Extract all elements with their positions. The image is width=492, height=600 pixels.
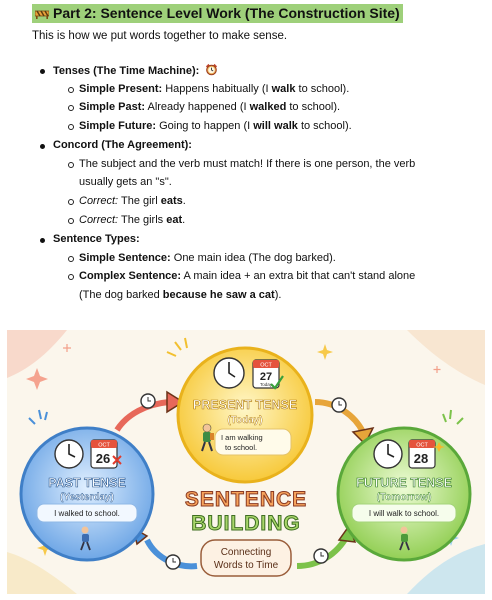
present-clock-icon: [214, 358, 244, 388]
present-tense-circle: [178, 348, 312, 482]
tenses-heading: [53, 63, 218, 78]
future-sentence: I will walk to school.: [368, 509, 440, 518]
complex-sentence-line2: (The dog barked because he saw a cat).: [79, 289, 282, 301]
present-subtitle: (Today): [227, 415, 263, 426]
bullet-ring: [68, 105, 74, 111]
center-tag-line1: Connecting: [220, 547, 272, 558]
future-title: FUTURE TENSE: [356, 476, 452, 490]
past-calendar-icon: [91, 440, 121, 468]
section-heading-text: Part 2: Sentence Level Work (The Construction Site): [53, 5, 400, 21]
bullet-dot: [40, 144, 45, 149]
past-day: 26: [95, 451, 111, 466]
present-month: OCT: [260, 362, 272, 369]
center-word-sentence: SENTENCE: [184, 488, 308, 511]
past-tense-circle: [21, 428, 153, 560]
concord-rule-line1: The subject and the verb must match! If there is one person, the verb: [79, 158, 416, 170]
sparkle-icon: [26, 368, 48, 390]
bullet-ring: [68, 124, 74, 130]
construction-icon: [35, 8, 49, 19]
present-sentence-line1: I am walking: [221, 433, 263, 442]
alarm-clock-icon: [205, 63, 218, 76]
concord-example-1: Correct: The girl eats.: [79, 195, 186, 207]
bullet-ring: [68, 87, 74, 93]
bullet-ring: [68, 274, 74, 280]
concord-rule-line2: usually gets an "s".: [79, 176, 172, 188]
present-day: 27: [259, 371, 273, 383]
future-clock-icon: [374, 440, 402, 468]
types-heading: Sentence Types:: [53, 233, 140, 245]
future-tense-circle: [338, 428, 470, 560]
intro-text: This is how we put words together to make sense.: [32, 30, 288, 42]
sparkle-icon: [443, 410, 463, 424]
future-day: 28: [413, 451, 429, 466]
future-subtitle: (Tomorrow): [376, 492, 432, 503]
complex-sentence-item: Complex Sentence: A main idea + an extra bit that can't stand alone: [79, 270, 416, 282]
bullet-ring: [68, 199, 74, 205]
sparkle-icon: [29, 410, 47, 424]
bullet-dot: [40, 69, 45, 74]
sparkle-icon: [167, 338, 187, 356]
bullet-dot: [40, 238, 45, 243]
concord-heading: Concord (The Agreement):: [53, 139, 192, 151]
tenses-label: Tenses (The Time Machine):: [53, 65, 200, 77]
tense-item-present: Simple Present: Happens habitually (I walk to school).: [79, 83, 350, 95]
past-sentence: I walked to school.: [54, 509, 120, 518]
past-title: PAST TENSE: [48, 476, 126, 490]
center-word-building: BUILDING: [191, 512, 301, 535]
future-month: OCT: [416, 442, 428, 449]
sentence-building-title: [185, 488, 307, 576]
present-day-label: Today: [259, 382, 273, 387]
bullet-ring: [68, 256, 74, 262]
bullet-ring: [68, 218, 74, 224]
infographic-svg: [7, 330, 485, 594]
past-clock-icon: [55, 440, 83, 468]
past-subtitle: (Yesterday): [60, 492, 114, 503]
tense-infographic: [7, 330, 485, 594]
corner-splash: [407, 330, 485, 385]
present-title: PRESENT TENSE: [192, 398, 298, 412]
past-month: OCT: [98, 442, 110, 449]
present-calendar-icon: [253, 360, 283, 388]
simple-sentence-item: Simple Sentence: One main idea (The dog barked).: [79, 252, 336, 264]
present-sentence-line2: to school.: [225, 443, 258, 452]
bullet-ring: [68, 162, 74, 168]
section-heading: [32, 4, 403, 23]
tense-item-future: Simple Future: Going to happen (I will walk to school).: [79, 120, 352, 132]
tense-item-past: Simple Past: Already happened (I walked to school).: [79, 101, 341, 113]
center-tag-line2: Words to Time: [213, 560, 279, 571]
concord-example-2: Correct: The girls eat.: [79, 214, 186, 226]
